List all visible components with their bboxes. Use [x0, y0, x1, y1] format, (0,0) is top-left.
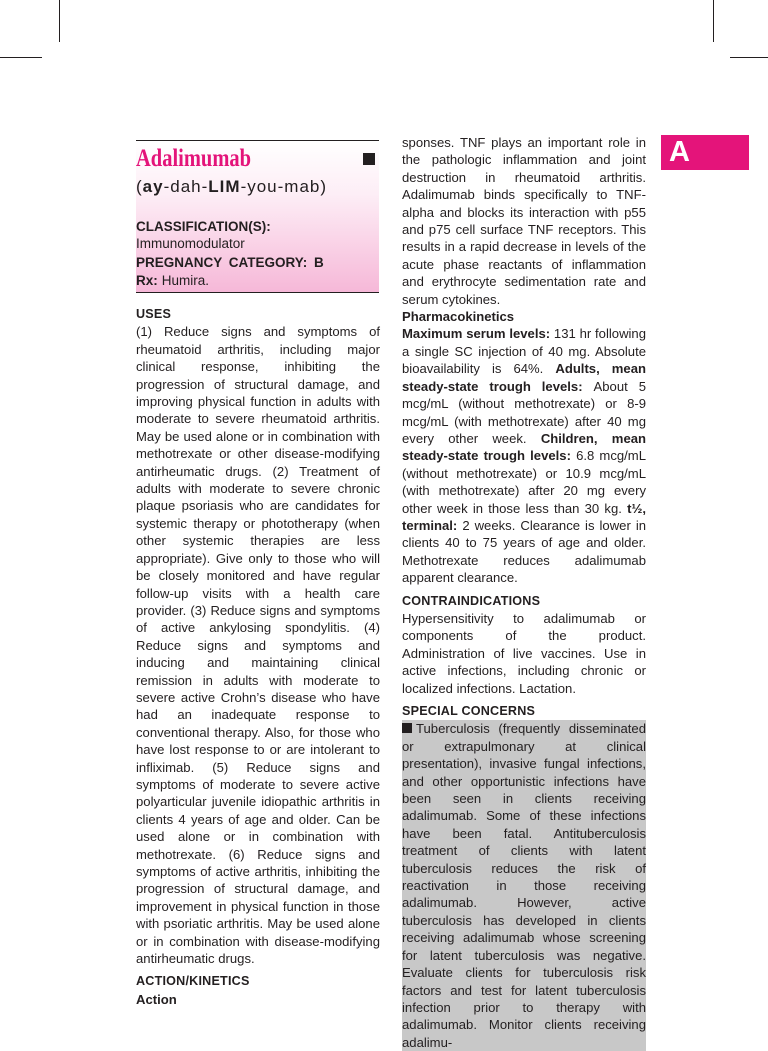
classification-label: CLASSIFICATION(S):: [136, 219, 271, 234]
section-heading: CONTRAINDICATIONS: [402, 593, 541, 608]
thumb-index-letter: A: [669, 136, 690, 168]
classification-value: Immunomodulator: [136, 236, 245, 251]
rx-value: Humira.: [161, 273, 210, 288]
black-square-icon: [402, 723, 412, 733]
pronunciation: [136, 176, 327, 198]
rx-label: Rx:: [136, 273, 158, 288]
text-run: About 5 mcg/mL (without methotrexate) or 8-9 mcg/mL (with methotrexate) after 40 mg every other week.: [402, 378, 646, 446]
boxed-warning-text: Tuberculosis (frequently disseminated or extrapulmonary at clinical presentation), invasive fungal infections, and other opportunistic infections have been seen in clients receiving adalimumab. Some of these infections have been fatal. Antituberculosis treatment of clients with latent tuberculosis reduces the risk of reactivation in those receiving adalimumab. However, active tuberculosis has developed in clients receiving adalimumab whose screening for latent tuberculosis was negative. Evaluate clients for tuberculosis risk factors and test for latent tuberculosis infection prior to therapy with adalimumab. Monitor clients receiving adalimu-: [402, 721, 646, 1050]
text-run: 2 weeks. Clearance is lower in clients 40 to 75 years of age and older. Methotrexate reduces adalimumab apparent clearance.: [402, 517, 647, 586]
bold-term: Adults, mean steady-state trough levels:: [402, 361, 646, 394]
right-column: [402, 134, 646, 1051]
drug-name: Adalimumab: [136, 145, 252, 172]
crop-mark: [730, 57, 768, 58]
section-heading: USES: [136, 307, 172, 321]
crop-mark: [0, 57, 42, 58]
pronunciation-part: -dah-: [163, 177, 209, 196]
crop-mark: [713, 0, 714, 42]
pronunciation-part: -you-mab): [240, 177, 328, 196]
body-paragraph: (1) Reduce signs and symptoms of rheumatoid arthritis, including major clinical response, inhibiting the progression of structural damage, and improving physical function in adults with moderate to severe rheumatoid arthritis. May be used alone or in combination with methotrexate or other disease-modifying antirheumatic drugs. (2) Treatment of adults with moderate to severe chronic plaque psoriasis who are candidates for systemic therapy or phototherapy (when other systemic therapies are less appropriate). Give only to those who will be closely monitored and have regular follow-up visits with a health care provider. (3) Reduce signs and symptoms of active ankylosing spondylitis. (4) Reduce signs and symptoms and inducing and maintaining clinical remission in adults with moderate to severe active Crohn’s disease who have had an inadequate response to conventional therapy. Also, for those who have lost response to or are intolerant to infliximab. (5) Reduce signs and symptoms of moderate to severe active polyarticular juvenile idiopathic arthritis in clients 4 years of age and older. Can be used alone or in combination with methotrexate. (6) Reduce signs and symptoms of active arthritis, inhibiting the progression of structural damage, and improvement in physical function in those with psoriatic arthritis. May be used alone or in combination with disease-modifying antirheumatic drugs.: [136, 324, 380, 967]
pronunciation-part: ay: [142, 177, 164, 196]
rx-line: [136, 273, 209, 288]
section-heading: SPECIAL CONCERNS: [402, 704, 536, 718]
bold-term: Maximum serum levels:: [402, 326, 554, 342]
subsection-heading: Pharmacokinetics: [402, 309, 515, 325]
left-column: [136, 306, 380, 1008]
pronunciation-part: LIM: [208, 177, 241, 196]
pregnancy-category: PREGNANCY CATEGORY: B: [136, 255, 324, 270]
boxed-warning: [402, 720, 646, 1051]
crop-mark: [59, 0, 60, 42]
body-paragraph: sponses. TNF plays an important role in the pathologic inflammation and joint destruction in rheumatoid arthritis. Adalimumab binds specifically to TNF-alpha and blocks its interaction with p55 and p75 cell surface TNF receptors. This results in a rapid decrease in levels of the acute phase reactants of inflammation and erythrocyte sedimentation rate and serum cytokines.: [402, 135, 646, 307]
black-square-icon: [363, 153, 375, 165]
section-heading: ACTION/KINETICS: [136, 974, 250, 989]
subsection-heading: Action: [136, 991, 177, 1007]
drug-header-box: [136, 140, 379, 293]
text-run: 131 hr following a single SC injection of 40 mg. Absolute bioavailability is 64%.: [402, 326, 646, 377]
body-paragraph: [402, 325, 646, 586]
thumb-index-tab: [661, 135, 749, 170]
bold-term: Children, mean steady-state trough levels:: [402, 430, 647, 464]
text-run: 6.8 mcg/mL (without methotrexate) or 10.9 mcg/mL (with methotrexate) after 20 mg every other week in those less than 30 kg.: [402, 448, 646, 516]
body-paragraph: Hypersensitivity to adalimumab or components of the product. Administration of live vaccines. Use in active infections, including chronic or localized infections. Lactation.: [402, 610, 646, 696]
bold-term: t½, terminal:: [402, 500, 646, 533]
pronunciation-part: (: [136, 177, 143, 196]
